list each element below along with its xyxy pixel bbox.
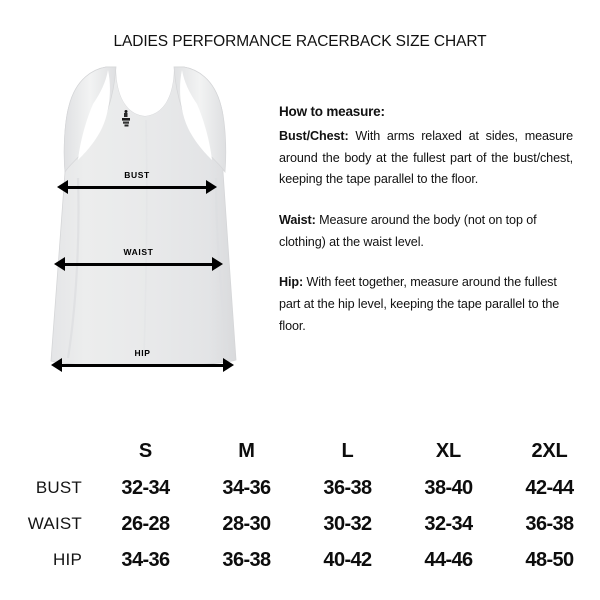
measure-instruction-waist <box>279 210 573 253</box>
row-label-waist: WAIST <box>27 514 82 533</box>
cell-bust-2xl: 42-44 <box>525 476 574 499</box>
table-header-l: L <box>341 439 354 462</box>
measurement-label-waist: WAIST <box>123 247 154 257</box>
table-header-2xl: 2XL <box>531 439 568 462</box>
measure-instruction-bust-text: With arms relaxed at sides, measure around the body at the fullest part of the bust/chest, keeping the tape parallel to the floor. <box>279 129 573 187</box>
cell-hip-s: 34-36 <box>121 548 170 571</box>
measure-instruction-hip-label: Hip: <box>279 275 304 290</box>
cell-hip-xl: 44-46 <box>424 548 473 571</box>
measurement-label-hip: HIP <box>134 348 151 358</box>
cell-bust-s: 32-34 <box>121 476 170 499</box>
cell-waist-m: 28-30 <box>222 512 271 535</box>
measure-instruction-bust-label: Bust/Chest: <box>279 129 349 143</box>
cell-bust-xl: 38-40 <box>424 476 473 499</box>
cell-waist-xl: 32-34 <box>424 512 473 535</box>
measure-instruction-bust <box>279 126 573 191</box>
arrow-line <box>58 364 227 367</box>
table-header-s: S <box>138 439 153 462</box>
table-row <box>0 506 600 542</box>
how-to-measure-section <box>279 104 573 337</box>
table-header-xl: XL <box>435 439 462 462</box>
arrow-line <box>61 263 216 266</box>
how-to-measure-heading: How to measure: <box>279 104 385 119</box>
cell-hip-m: 36-38 <box>222 548 271 571</box>
measure-instruction-hip <box>279 272 573 337</box>
cell-waist-2xl: 36-38 <box>525 512 574 535</box>
arrow-head-right-icon <box>223 358 234 372</box>
page-title: LADIES PERFORMANCE RACERBACK SIZE CHART <box>113 33 487 50</box>
table-row <box>0 470 600 506</box>
cell-bust-l: 36-38 <box>323 476 372 499</box>
cell-hip-2xl: 48-50 <box>525 548 574 571</box>
racerback-tank-top-icon <box>20 58 270 388</box>
row-label-hip: HIP <box>53 550 82 569</box>
measure-instruction-hip-text: With feet together, measure around the fullest part at the hip level, keeping the tape parallel to the floor. <box>279 275 560 333</box>
measurement-arrow-waist <box>54 249 223 271</box>
row-label-bust: BUST <box>35 478 82 497</box>
table-row <box>0 542 600 578</box>
measurement-arrow-hip <box>51 350 234 372</box>
arrow-head-right-icon <box>212 257 223 271</box>
garment-illustration <box>20 58 270 388</box>
cell-waist-l: 30-32 <box>323 512 372 535</box>
cell-waist-s: 26-28 <box>121 512 170 535</box>
cell-hip-l: 40-42 <box>323 548 372 571</box>
arrow-line <box>64 186 210 189</box>
measurement-arrow-bust <box>57 172 217 194</box>
table-corner-cell <box>0 432 95 470</box>
table-header-m: M <box>238 439 255 462</box>
table-header-row <box>0 432 600 470</box>
measure-instruction-waist-text: Measure around the body (not on top of clothing) at the waist level. <box>279 212 537 249</box>
measurement-label-bust: BUST <box>124 170 150 180</box>
cell-bust-m: 34-36 <box>222 476 271 499</box>
size-chart-table <box>0 432 600 578</box>
arrow-head-right-icon <box>206 180 217 194</box>
measure-instruction-waist-label: Waist: <box>279 212 316 227</box>
